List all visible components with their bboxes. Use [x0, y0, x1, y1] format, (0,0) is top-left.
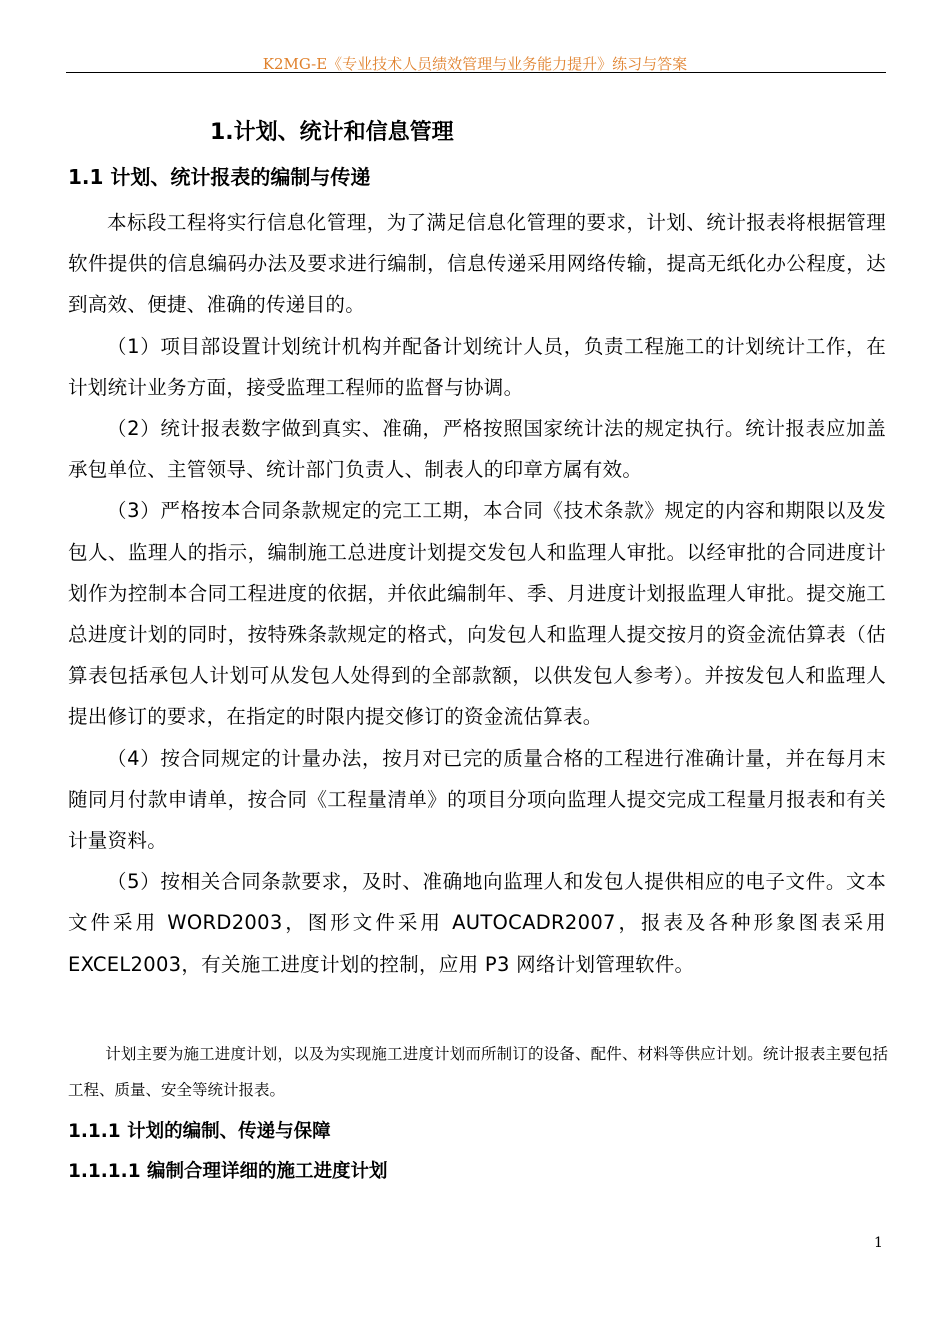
paragraph-item-2: （2）统计报表数字做到真实、准确，严格按照国家统计法的规定执行。统计报表应加盖承包单位、主管领导、统计部门负责人、制表人的印章方属有效。 — [68, 417, 886, 482]
note-paragraph: 计划主要为施工进度计划，以及为实现施工进度计划而所制订的设备、配件、材料等供应计划。统计报表主要包括工程、质量、安全等统计报表。 — [68, 1045, 888, 1099]
section-heading: 1.1 计划、统计报表的编制与传递 — [68, 165, 371, 189]
paragraph-item-5: （5）按相关合同条款要求，及时、准确地向监理人和发包人提供相应的电子文件。文本文件采用 WORD2003，图形文件采用 AUTOCADR2007，报表及各种形象图表采用 EXCEL2003，有关施工进度计划的控制，应用 P3 网络计划管理软件。 — [68, 870, 886, 976]
paragraph-item-1: （1）项目部设置计划统计机构并配备计划统计人员，负责工程施工的计划统计工作，在计划统计业务方面，接受监理工程师的监督与协调。 — [68, 334, 886, 399]
subsubsection-heading: 1.1.1.1 编制合理详细的施工进度计划 — [68, 1161, 388, 1182]
header-divider — [66, 72, 886, 73]
note-text — [68, 1036, 888, 1108]
subsection-heading: 1.1.1 计划的编制、传递与保障 — [68, 1121, 331, 1142]
paragraph-item-3: （3）严格按本合同条款规定的完工工期，本合同《技术条款》规定的内容和期限以及发包人、监理人的指示，编制施工总进度计划提交发包人和监理人审批。以经审批的合同进度计划作为控制本合同工程进度的依据，并依此编制年、季、月进度计划报监理人审批。提交施工总进度计划的同时，按特殊条款规定的格式，向发包人和监理人提交按月的资金流估算表（估算表包括承包人计划可从发包人处得到的全部款额，以供发包人参考）。并按发包人和监理人提出修订的要求，在指定的时限内提交修订的资金流估算表。 — [68, 499, 886, 729]
page-number: 1 — [874, 1235, 883, 1251]
paragraph-intro: 本标段工程将实行信息化管理，为了满足信息化管理的要求，计划、统计报表将根据管理软件提供的信息编码办法及要求进行编制，信息传递采用网络传输，提高无纸化办公程度，达到高效、便捷、准确的传递目的。 — [68, 211, 886, 317]
body-text — [68, 202, 886, 985]
paragraph-item-4: （4）按合同规定的计量办法，按月对已完的质量合格的工程进行准确计量，并在每月末随同月付款申请单，按合同《工程量清单》的项目分项向监理人提交完成工程量月报表和有关计量资料。 — [68, 746, 886, 853]
running-header: K2MG-E《专业技术人员绩效管理与业务能力提升》练习与答案 — [262, 55, 688, 73]
page-title: 1.计划、统计和信息管理 — [210, 120, 454, 145]
